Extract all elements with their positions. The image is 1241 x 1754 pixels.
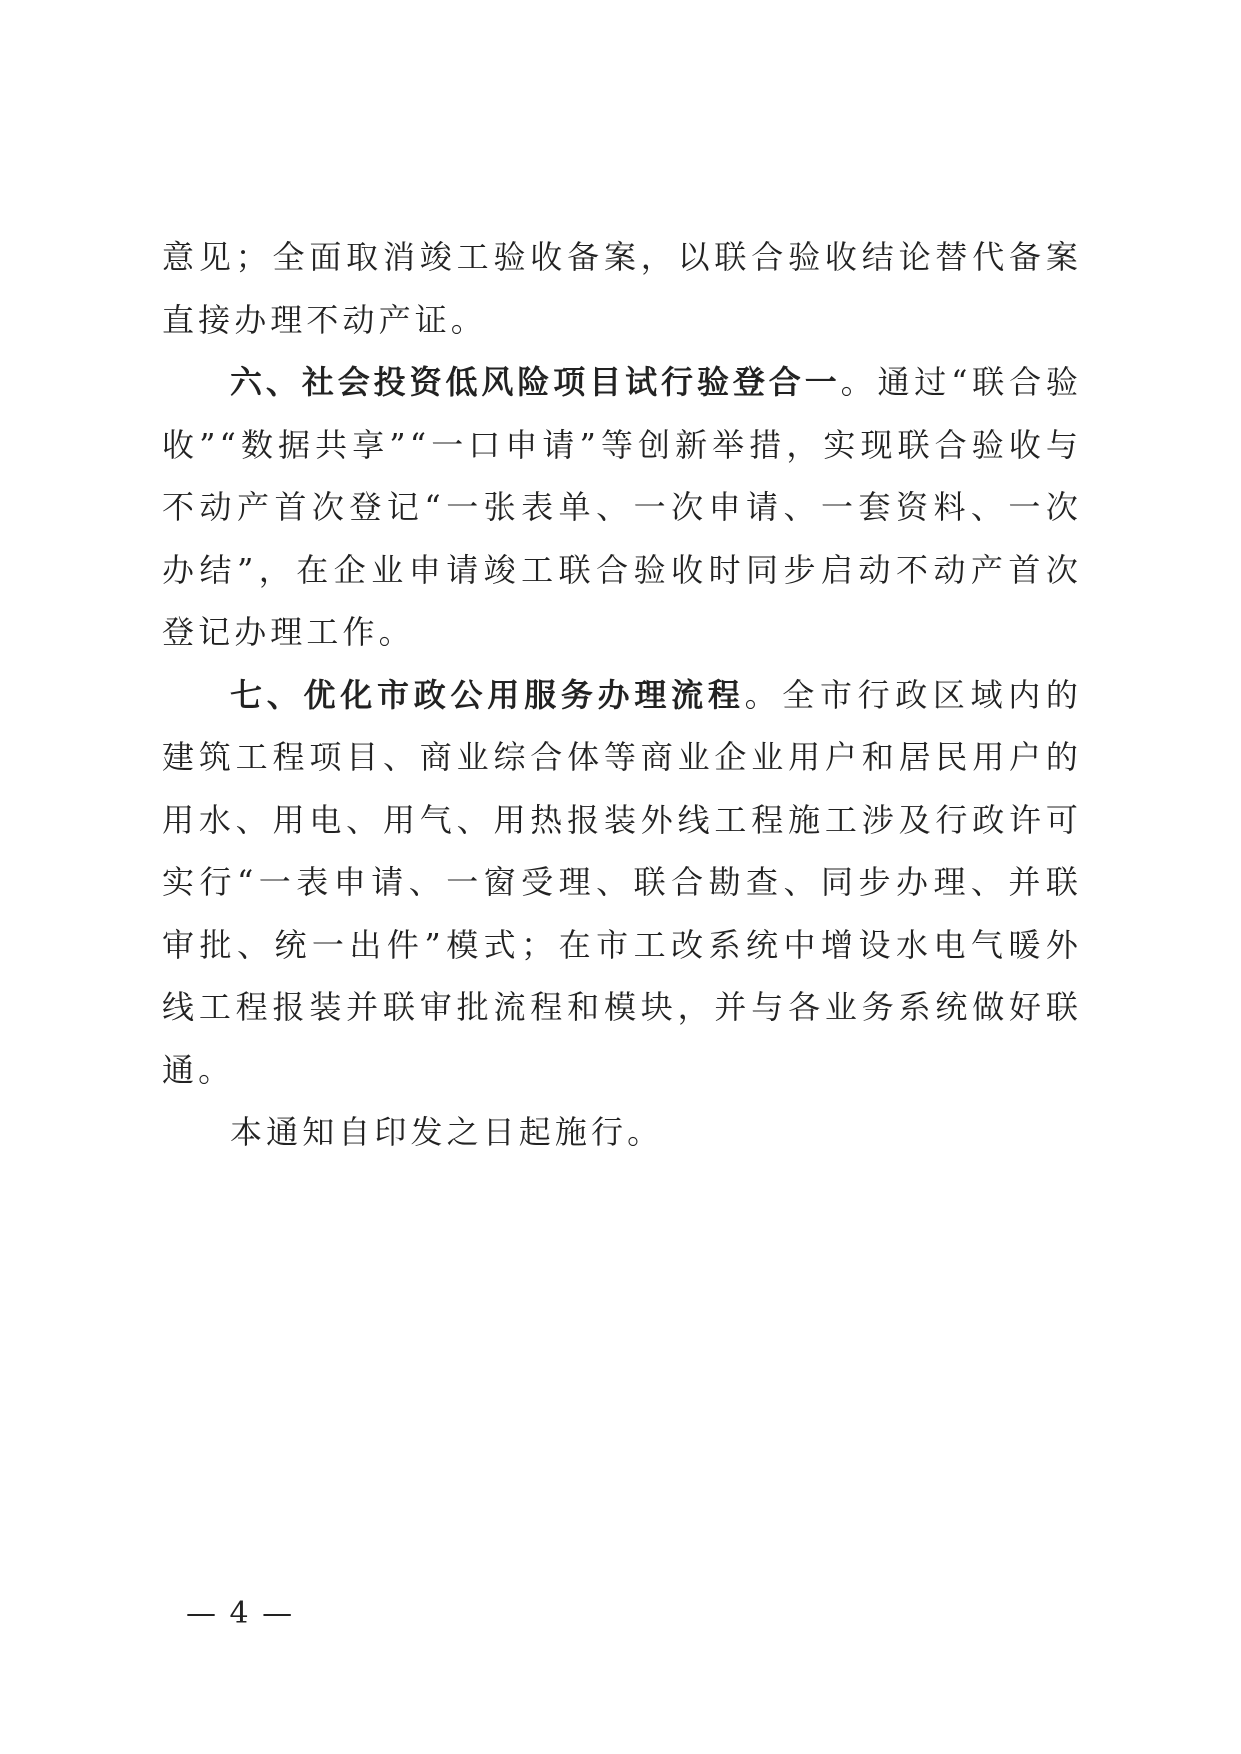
- paragraph-effective-date: [162, 1101, 1082, 1164]
- document-body: [162, 226, 1082, 1164]
- item-seven-text: 。全市行政区域内的建筑工程项目、商业综合体等商业企业用户和居民用户的用水、用电、用气、用热报装外线工程施工涉及行政许可实行“一表申请、一窗受理、联合勘查、同步办理、并联审批、统一出件”模式；在市工改系统中增设水电气暖外线工程报装并联审批流程和模块，并与各业务系统做好联通。: [162, 675, 1082, 1089]
- paragraph-item-six: [162, 351, 1082, 664]
- effective-date-text: 本通知自印发之日起施行。: [230, 1113, 664, 1151]
- paragraph-text: 意见；全面取消竣工验收备案，以联合验收结论替代备案直接办理不动产证。: [162, 238, 1082, 339]
- paragraph-item-seven: [162, 664, 1082, 1102]
- page-number: — 4 —: [186, 1596, 295, 1631]
- item-seven-heading: 七、优化市政公用服务办理流程: [230, 675, 745, 714]
- item-six-text: 。通过“联合验收”“数据共享”“一口申请”等创新举措，实现联合验收与不动产首次登记“一张表单、一次申请、一套资料、一次办结”，在企业申请竣工联合验收时同步启动不动产首次登记办理工作。: [162, 363, 1082, 651]
- item-six-heading: 六、社会投资低风险项目试行验登合一: [230, 363, 841, 401]
- paragraph-continuation: [162, 226, 1082, 351]
